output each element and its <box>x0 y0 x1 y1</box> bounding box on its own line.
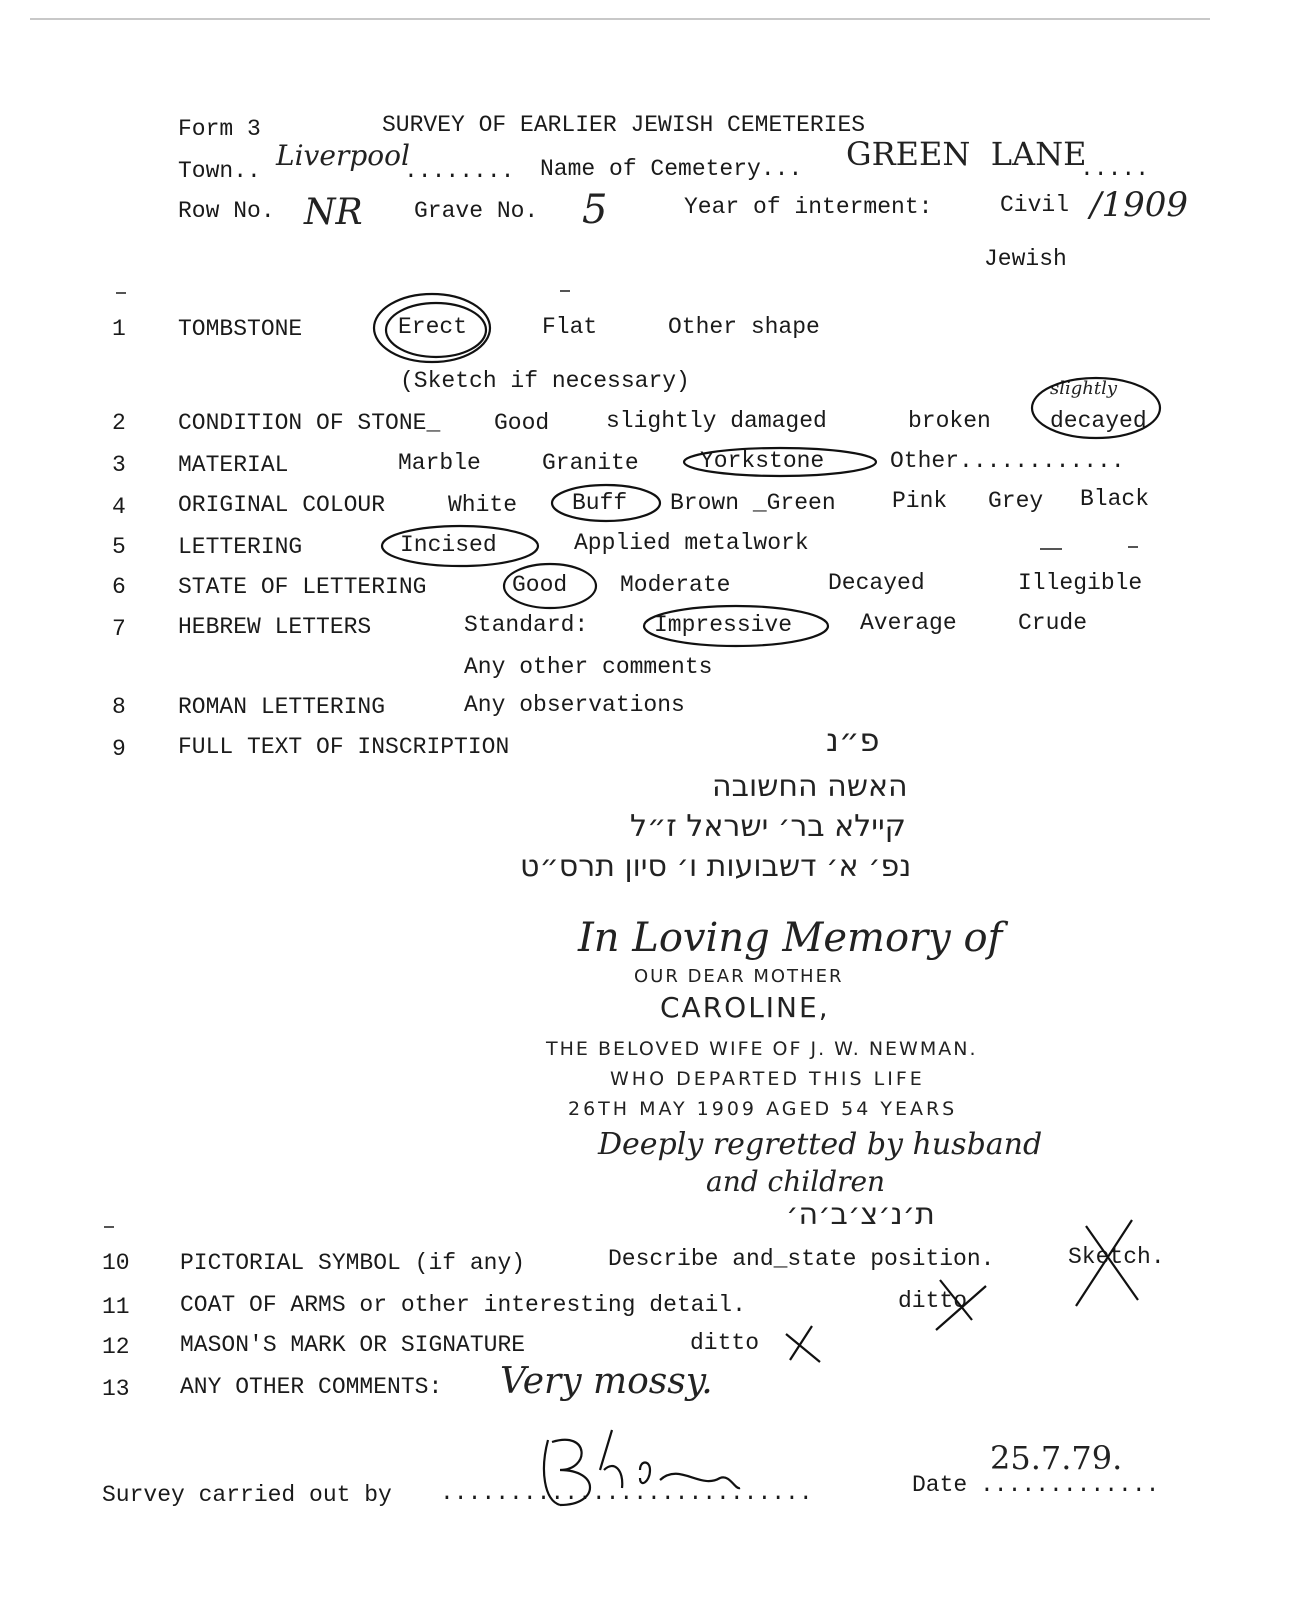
colour-pink-option: Pink <box>892 488 948 514</box>
civil-value: /1909 <box>1090 185 1188 225</box>
cemetery-value: GREEN LANE <box>846 135 1087 173</box>
form-number: Form 3 <box>178 116 261 142</box>
pictorial-sketch-label: Sketch. <box>1068 1244 1165 1270</box>
item-number: 7 <box>112 616 126 642</box>
inscription-hebrew-line: האשה החשובה <box>712 769 908 804</box>
hebrew-impressive-option: Impressive <box>654 612 793 638</box>
inscription-english-line: In Loving Memory of <box>578 915 1003 961</box>
inscription-english-line: WHO DEPARTED THIS LIFE <box>610 1068 925 1090</box>
mason-ditto-cross-mark <box>786 1326 820 1362</box>
mason-ditto: ditto <box>690 1330 760 1356</box>
material-marble-option: Marble <box>398 450 481 476</box>
fulltext-label: FULL TEXT OF INSCRIPTION <box>178 734 510 760</box>
condition-label: CONDITION OF STONE_ <box>178 410 441 436</box>
town-label: Town.. <box>178 158 261 184</box>
hebrew-standard-label: Standard: <box>464 612 589 638</box>
tombstone-label: TOMBSTONE <box>178 316 303 342</box>
hebrew-crude-option: Crude <box>1018 610 1088 636</box>
colour-white-option: White <box>448 492 518 518</box>
row-label: Row No. <box>178 198 275 224</box>
dash-mark <box>104 1226 114 1228</box>
signature-mark <box>544 1430 740 1505</box>
incised-circle-mark <box>382 526 538 566</box>
date-label: Date <box>912 1472 968 1498</box>
condition-broken-option: broken <box>908 408 991 434</box>
jewish-label: Jewish <box>984 246 1067 272</box>
item-number: 8 <box>112 694 126 720</box>
state-good-option: Good <box>512 572 568 598</box>
dash-mark <box>560 290 570 292</box>
state-moderate-option: Moderate <box>620 572 731 598</box>
inscription-english-line: OUR DEAR MOTHER <box>634 966 844 987</box>
year-label: Year of interment: <box>684 194 933 220</box>
tombstone-flat-option: Flat <box>542 314 598 340</box>
item-number: 10 <box>102 1250 130 1276</box>
coat-ditto-cross-mark <box>936 1280 986 1330</box>
condition-damaged-option: slightly damaged <box>606 408 827 434</box>
impressive-circle-mark <box>644 606 828 646</box>
cemetery-label: Name of Cemetery... <box>540 156 803 182</box>
town-dots: ........ <box>404 158 515 184</box>
colour-brown-green-option: Brown _Green <box>670 490 836 516</box>
civil-label: Civil <box>1000 192 1070 218</box>
grave-value: 5 <box>582 187 608 233</box>
roman-label: ROMAN LETTERING <box>178 694 386 720</box>
pictorial-describe-label: Describe and_state position. <box>608 1246 995 1272</box>
inscription-english-line: 26TH MAY 1909 AGED 54 YEARS <box>568 1098 958 1120</box>
inscription-english-line: and children <box>706 1165 886 1198</box>
material-other-option: Other............ <box>890 448 1125 474</box>
date-dots: ............. <box>980 1472 1160 1498</box>
roman-observations-label: Any observations <box>464 692 685 718</box>
material-yorkstone-option: Yorkstone <box>700 448 825 474</box>
buff-circle-mark <box>552 485 660 521</box>
coat-of-arms-ditto: ditto <box>898 1288 968 1314</box>
survey-label: Survey carried out by <box>102 1482 392 1508</box>
inscription-english-line: CAROLINE, <box>660 991 830 1024</box>
condition-slightly-note: slightly <box>1050 378 1118 399</box>
dash-mark <box>1040 548 1062 550</box>
material-label: MATERIAL <box>178 452 289 478</box>
item-number: 5 <box>112 534 126 560</box>
tombstone-erect-option: Erect <box>398 314 468 340</box>
survey-dots: ........................... <box>440 1480 813 1506</box>
inscription-english-line: Deeply regretted by husband <box>598 1127 1043 1162</box>
dash-mark <box>1128 546 1138 548</box>
comments-value: Very mossy. <box>500 1361 713 1402</box>
colour-buff-option: Buff <box>572 490 628 516</box>
item-number: 6 <box>112 574 126 600</box>
hebrew-comments-label: Any other comments <box>464 654 713 680</box>
inscription-hebrew-line: פ״נ <box>826 721 880 759</box>
item-number: 12 <box>102 1334 130 1360</box>
comments-label: ANY OTHER COMMENTS: <box>180 1374 443 1400</box>
dash-mark <box>116 292 126 294</box>
mason-label: MASON'S MARK OR SIGNATURE <box>180 1332 526 1358</box>
erect-circle-mark <box>374 294 490 362</box>
colour-black-option: Black <box>1080 486 1150 512</box>
tombstone-other-option: Other shape <box>668 314 820 340</box>
sketch-note: (Sketch if necessary) <box>400 368 690 394</box>
item-number: 3 <box>112 452 126 478</box>
lettering-incised-option: Incised <box>400 532 497 558</box>
date-value: 25.7.79. <box>990 1439 1123 1477</box>
coat-of-arms-label: COAT OF ARMS or other interesting detail. <box>180 1292 746 1318</box>
cemetery-dots: ..... <box>1080 156 1150 182</box>
colour-grey-option: Grey <box>988 488 1044 514</box>
item-number: 1 <box>112 316 126 342</box>
pictorial-label: PICTORIAL SYMBOL (if any) <box>180 1250 526 1276</box>
hebrew-average-option: Average <box>860 610 957 636</box>
inscription-hebrew-line: נפ׳ א׳ דשבועות ו׳ סיון תרס״ט <box>520 849 912 884</box>
inscription-english-line: THE BELOVED WIFE OF J. W. NEWMAN. <box>546 1038 978 1060</box>
hebrew-label: HEBREW LETTERS <box>178 614 372 640</box>
erect-circle-mark <box>386 303 486 357</box>
item-number: 4 <box>112 494 126 520</box>
state-label: STATE OF LETTERING <box>178 574 427 600</box>
form-title: SURVEY OF EARLIER JEWISH CEMETERIES <box>382 112 866 138</box>
lettering-label: LETTERING <box>178 534 303 560</box>
state-decayed-option: Decayed <box>828 570 925 596</box>
town-value: Liverpool <box>276 139 410 172</box>
lettering-metalwork-option: Applied metalwork <box>574 530 809 556</box>
colour-label: ORIGINAL COLOUR <box>178 492 386 518</box>
inscription-hebrew-line: קיילא בר׳ ישראל ז״ל <box>630 809 906 844</box>
good-circle-mark <box>504 564 596 608</box>
sketch-cross-mark <box>1076 1220 1138 1306</box>
state-illegible-option: Illegible <box>1018 570 1143 596</box>
inscription-hebrew-line: ת׳נ׳צ׳ב׳ה׳ <box>786 1197 935 1232</box>
grave-label: Grave No. <box>414 198 539 224</box>
item-number: 11 <box>102 1294 130 1320</box>
material-granite-option: Granite <box>542 450 639 476</box>
decayed-circle-mark <box>1032 378 1160 438</box>
yorkstone-circle-mark <box>684 448 876 476</box>
condition-good-option: Good <box>494 410 550 436</box>
item-number: 13 <box>102 1376 130 1402</box>
condition-decayed-option: decayed <box>1050 408 1147 434</box>
row-value: NR <box>304 192 363 233</box>
item-number: 9 <box>112 736 126 762</box>
item-number: 2 <box>112 410 126 436</box>
